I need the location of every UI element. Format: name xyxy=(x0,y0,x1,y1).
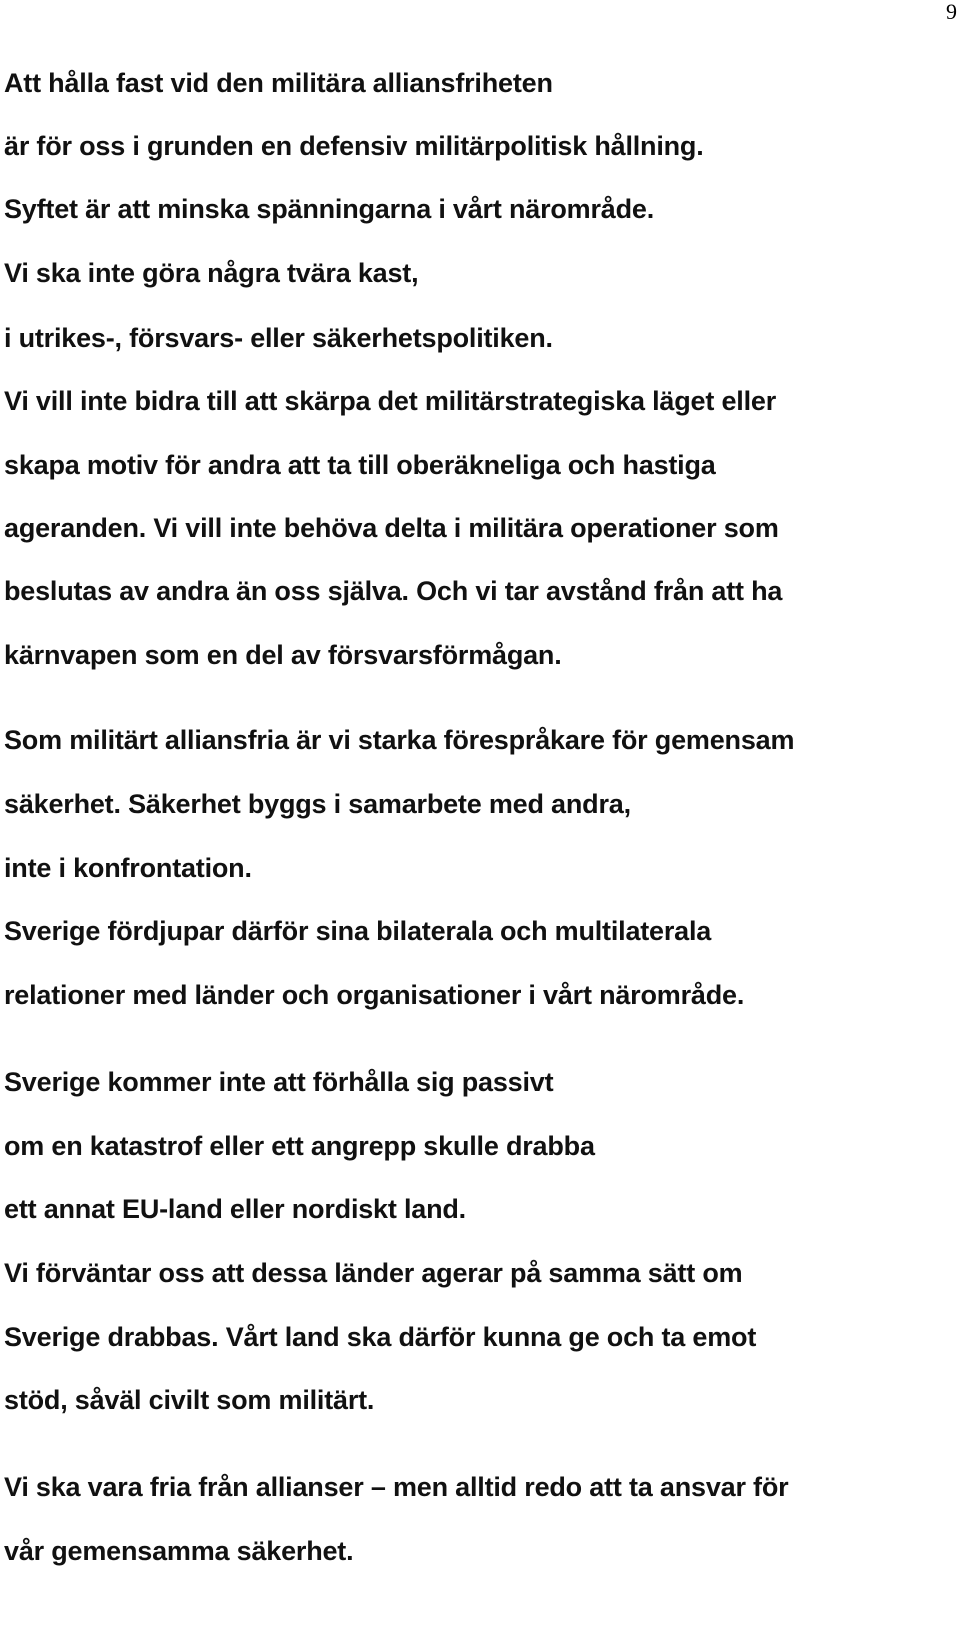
text-line: inte i konfrontation. xyxy=(4,853,252,883)
text-line: om en katastrof eller ett angrepp skulle drabba xyxy=(4,1131,595,1161)
text-line: stöd, såväl civilt som militärt. xyxy=(4,1385,375,1415)
text-line: är för oss i grunden en defensiv militärpolitisk hållning. xyxy=(4,131,704,161)
text-line: ageranden. Vi vill inte behöva delta i militära operationer som xyxy=(4,513,779,543)
text-line: Syftet är att minska spänningarna i vårt närområde. xyxy=(4,194,655,224)
text-line: Sverige drabbas. Vårt land ska därför kunna ge och ta emot xyxy=(4,1322,757,1352)
text-line: Som militärt alliansfria är vi starka förespråkare för gemensam xyxy=(4,725,795,755)
text-line: ett annat EU-land eller nordiskt land. xyxy=(4,1194,466,1224)
page-number: 9 xyxy=(946,0,957,24)
text-line: Vi vill inte bidra till att skärpa det militärstrategiska läget eller xyxy=(4,386,776,416)
text-line: Vi ska vara fria från allianser – men alltid redo att ta ansvar för xyxy=(4,1472,789,1502)
text-line: Att hålla fast vid den militära alliansfriheten xyxy=(4,68,553,98)
text-line: kärnvapen som en del av försvarsförmågan. xyxy=(4,640,562,670)
text-line: säkerhet. Säkerhet byggs i samarbete med andra, xyxy=(4,789,631,819)
text-line: beslutas av andra än oss själva. Och vi tar avstånd från att ha xyxy=(4,576,783,606)
text-line: Sverige kommer inte att förhålla sig passivt xyxy=(4,1067,554,1097)
text-line: relationer med länder och organisationer i vårt närområde. xyxy=(4,980,745,1010)
text-line: Vi ska inte göra några tvära kast, xyxy=(4,258,419,288)
text-line: i utrikes-, försvars- eller säkerhetspolitiken. xyxy=(4,323,553,353)
text-line: skapa motiv för andra att ta till oberäkneliga och hastiga xyxy=(4,450,716,480)
text-line: Sverige fördjupar därför sina bilaterala och multilaterala xyxy=(4,916,712,946)
text-line: Vi förväntar oss att dessa länder agerar på samma sätt om xyxy=(4,1258,743,1288)
text-line: vår gemensamma säkerhet. xyxy=(4,1536,354,1566)
